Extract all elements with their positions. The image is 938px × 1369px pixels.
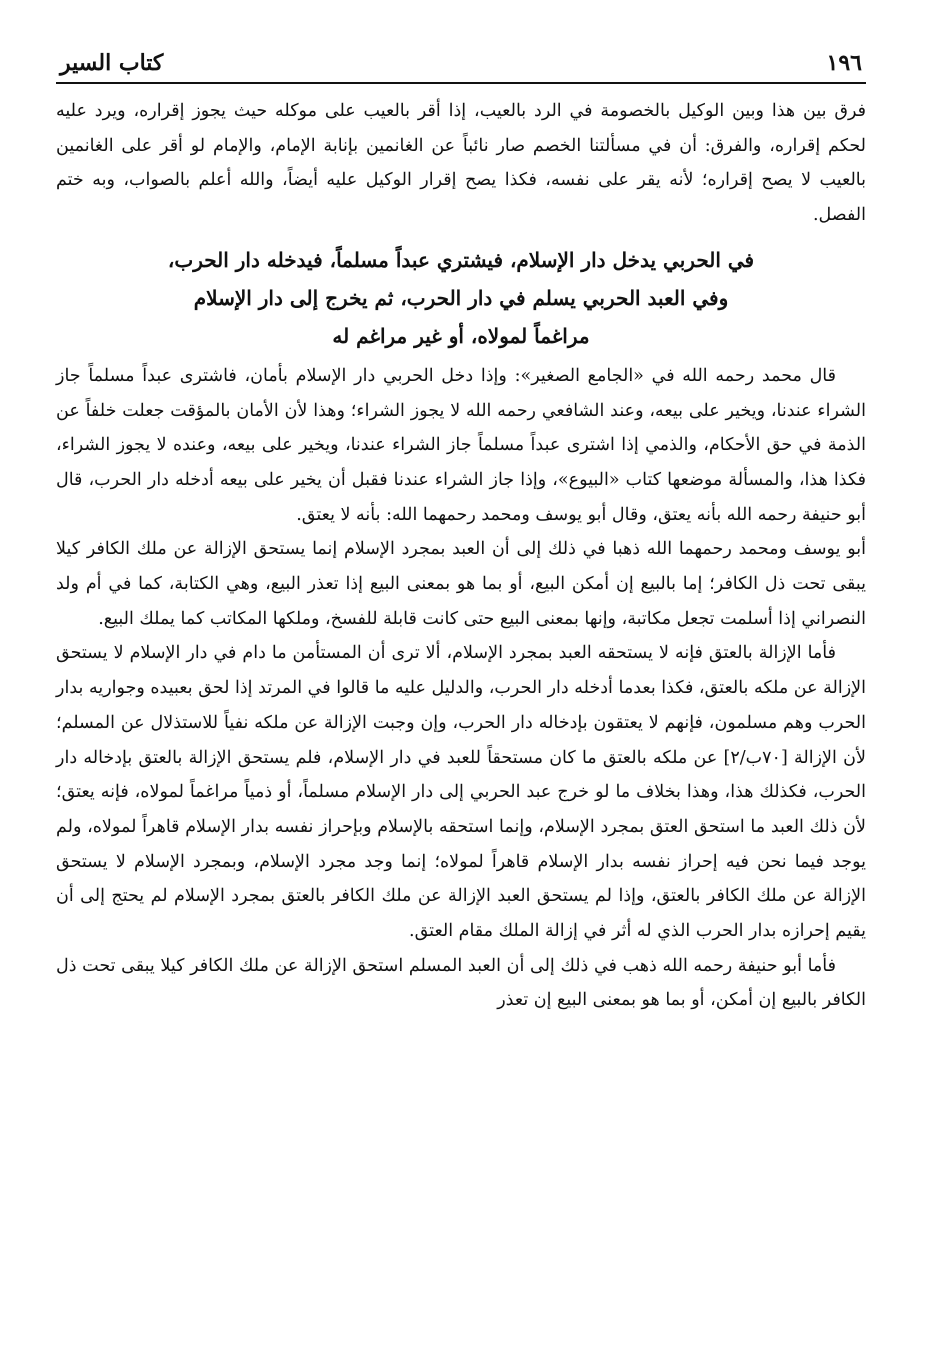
section-heading-line-1: في الحربي يدخل دار الإسلام، فيشتري عبداً مسلماً، فيدخله دار الحرب، [167,247,755,272]
paragraph-3: أبو يوسف ومحمد رحمهما الله ذهبا في ذلك إلى أن العبد بمجرد الإسلام إنما يستحق الإزالة عن ملك الكافر كيلا يبقى تحت ذل الكافر؛ إما بالبيع إن أمكن البيع، أو بما هو بمعنى البيع إذا تعذر البيع، وهي الكتابة، كما في أم ولد النصراني إذا أسلمت تجعل مكاتبة، وإنها بمعنى البيع حتى كانت قابلة للفسخ، وملكها المكاتب كما يملك البيع. [56,539,866,629]
section-heading [56,241,866,355]
section-heading-line-3: مراغماً لمولاه، أو غير مراغم له [332,323,590,348]
paragraph-1: فرق بين هذا وبين الوكيل بالخصومة في الرد بالعيب، إذا أقر بالعيب على موكله حيث يجوز إقراره، ويرد عليه لحكم إقراره، والفرق: أن في مسألتنا الخصم صار نائباً عن الغانمين بإنابة الإمام، والإمام لو أقر على الغانمين بالعيب لا يصح إقراره؛ لأنه يقر على نفسه، فكذا يصح إقرار الوكيل عليه أيضاً، والله أعلم بالصواب، وبه ختم الفصل. [56,101,866,226]
paragraph-4: فأما الإزالة بالعتق فإنه لا يستحقه العبد بمجرد الإسلام، ألا ترى أن المستأمن ما دام في دار الإسلام لا يستحق الإزالة عن ملكه بالعتق، فكذا بعدما أدخله دار الحرب، والدليل عليه ما قالوا في المرتد إذا لحق بعبيده وجواريه بدار الحرب وهم مسلمون، فإنهم لا يعتقون بإدخاله دار الحرب، وإن وجبت الإزالة عن ملكه نفياً للاستذلال عن المسلم؛ لأن الإزالة [٧٠ب/٢] عن ملكه بالعتق ما كان مستحقاً للعبد في دار الإسلام، فلم يستحق الإزالة بالعتق بإدخاله دار الحرب، فكذلك هذا، وهذا بخلاف ما لو خرج عبد الحربي إلى دار الإسلام مسلماً، أو ذمياً مراغماً لمولاه، فإنه يعتق؛ لأن ذلك العبد ما استحق العتق بمجرد الإسلام، وإنما استحقه بالإسلام وبإحراز نفسه بدار الإسلام قاهراً لمولاه، ولم يوجد فيما نحن فيه إحراز نفسه بدار الإسلام قاهراً لمولاه؛ إنما وجد مجرد الإسلام، وبمجرد الإسلام لا يستحق الإزالة عن ملك الكافر بالعتق، وإذا لم يستحق العبد الإزالة عن ملك الكافر بالعتق بمجرد الإسلام لم يحتج إلى أن يقيم إحرازه بدار الحرب الذي له أثر في إزالة الملك مقام العتق. [56,643,866,942]
page-header [56,30,866,84]
page-body [56,84,866,1018]
paragraph-5: فأما أبو حنيفة رحمه الله ذهب في ذلك إلى أن العبد المسلم استحق الإزالة عن ملك الكافر كيلا يبقى تحت ذل الكافر بالبيع إن أمكن، أو بما هو بمعنى البيع إن تعذر [56,955,866,1011]
chapter-title: كتاب السير [60,50,164,76]
section-heading-line-2: وفي العبد الحربي يسلم في دار الحرب، ثم يخرج إلى دار الإسلام [193,285,729,310]
paragraph-2: قال محمد رحمه الله في «الجامع الصغير»: وإذا دخل الحربي دار الإسلام بأمان، فاشترى عبداً مسلماً جاز الشراء عندنا، ويخير على بيعه، وعند الشافعي رحمه الله لا يجوز الشراء؛ وهذا لأن الأمان بالمؤقت جعلت خلفاً عن الذمة في حق الأحكام، والذمي إذا اشترى عبداً مسلماً جاز الشراء عندنا، ويخير على بيعه، وعنده لا يجوز الشراء، فكذا هذا، والمسألة موضعها كتاب «البيوع»، وإذا جاز الشراء عندنا فقبل أن يخير على بيعه أدخله دار الحرب، قال أبو حنيفة رحمه الله بأنه يعتق، وقال أبو يوسف ومحمد رحمهما الله: بأنه لا يعتق. [56,365,866,525]
page-number: ١٩٦ [826,50,862,76]
